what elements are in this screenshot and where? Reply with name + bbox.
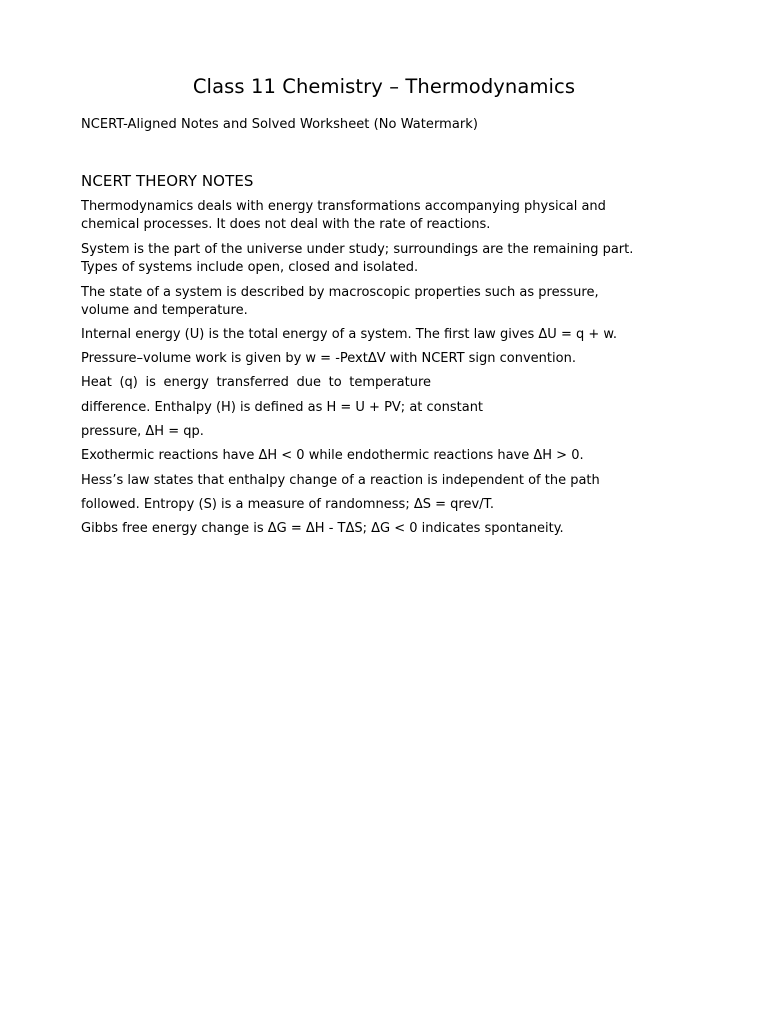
paragraph-exothermic-endothermic xyxy=(81,447,681,465)
paragraph-enthalpy-pressure xyxy=(81,423,681,441)
paragraph-enthalpy xyxy=(81,399,681,417)
paragraph-line: followed. Entropy (S) is a measure of randomness; ΔS = qrev/T. xyxy=(81,497,495,512)
paragraph-system-surroundings xyxy=(81,241,681,276)
paragraph-line: volume and temperature. xyxy=(81,302,248,318)
document-title: Class 11 Chemistry – Thermodynamics xyxy=(192,75,576,98)
document-subtitle: NCERT-Aligned Notes and Solved Worksheet (No Watermark) xyxy=(81,117,478,132)
paragraph-line: Types of systems include open, closed and isolated. xyxy=(81,259,419,275)
paragraph-line: Internal energy (U) is the total energy of a system. The first law gives ΔU = q + w. xyxy=(81,327,617,342)
paragraph-line: The state of a system is described by macroscopic properties such as pressure, xyxy=(81,285,599,300)
paragraph-line: chemical processes. It does not deal with the rate of reactions. xyxy=(81,216,491,232)
paragraph-internal-energy xyxy=(81,326,681,344)
paragraph-heat xyxy=(81,374,681,392)
paragraph-gibbs xyxy=(81,520,681,538)
paragraph-pv-work xyxy=(81,350,681,368)
paragraph-line: Exothermic reactions have ΔH < 0 while endothermic reactions have ΔH > 0. xyxy=(81,448,584,463)
paragraph-line: Gibbs free energy change is ΔG = ΔH - TΔS; ΔG < 0 indicates spontaneity. xyxy=(81,521,564,536)
section-heading: NCERT THEORY NOTES xyxy=(81,172,254,190)
paragraph-line: Hess’s law states that enthalpy change of a reaction is independent of the path xyxy=(81,473,600,488)
paragraph-line: Heat (q) is energy transferred due to temperature xyxy=(81,375,432,390)
paragraph-line: Thermodynamics deals with energy transformations accompanying physical and xyxy=(81,199,606,214)
paragraph-line: Pressure–volume work is given by w = -PextΔV with NCERT sign convention. xyxy=(81,351,576,366)
paragraph-line: pressure, ΔH = qp. xyxy=(81,424,204,439)
paragraph-state-of-system xyxy=(81,284,681,319)
paragraph-entropy xyxy=(81,496,681,514)
paragraph-thermodynamics-definition xyxy=(81,198,681,233)
paragraph-line: difference. Enthalpy (H) is defined as H = U + PV; at constant xyxy=(81,400,484,415)
paragraph-line: System is the part of the universe under study; surroundings are the remaining part. xyxy=(81,242,634,257)
paragraph-hess-law xyxy=(81,472,681,490)
